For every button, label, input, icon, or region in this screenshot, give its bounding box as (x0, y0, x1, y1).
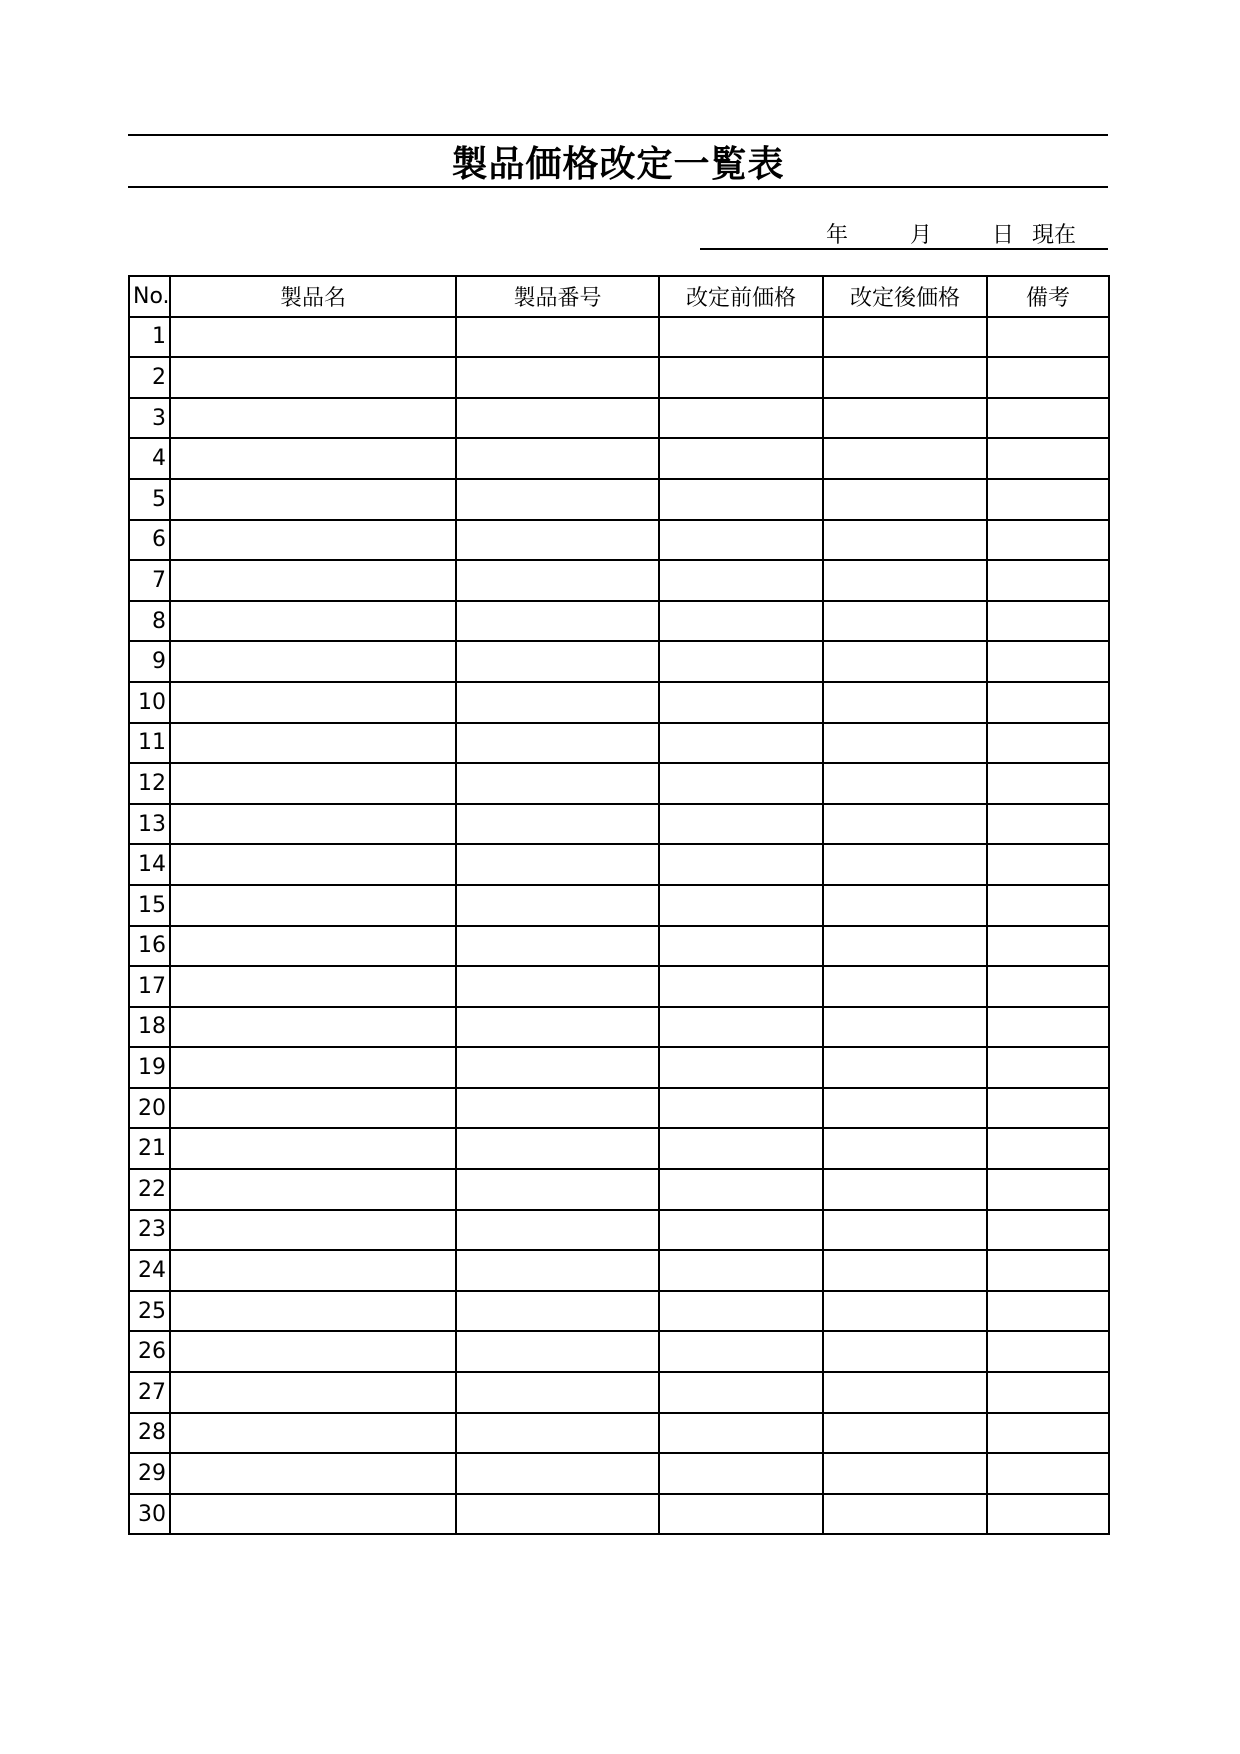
product-number-cell[interactable] (456, 317, 659, 358)
row-number: 30 (129, 1494, 170, 1535)
product-name-cell[interactable] (170, 1047, 456, 1088)
table-row (129, 1007, 1109, 1048)
price-after-cell[interactable] (823, 804, 987, 845)
row-number: 18 (129, 1007, 170, 1048)
day-label: 日 (992, 223, 1015, 248)
price-after-cell[interactable] (823, 763, 987, 804)
table-row (129, 804, 1109, 845)
price-after-cell[interactable] (823, 1007, 987, 1048)
remarks-cell[interactable] (987, 438, 1109, 479)
product-name-cell[interactable] (170, 1007, 456, 1048)
product-name-cell[interactable] (170, 1453, 456, 1494)
remarks-cell[interactable] (987, 1007, 1109, 1048)
row-number: 27 (129, 1372, 170, 1413)
table-row (129, 1291, 1109, 1332)
product-number-cell[interactable] (456, 1331, 659, 1372)
price-before-cell[interactable] (659, 1331, 823, 1372)
product-number-cell[interactable] (456, 560, 659, 601)
remarks-cell[interactable] (987, 601, 1109, 642)
product-name-cell[interactable] (170, 966, 456, 1007)
product-name-cell[interactable] (170, 682, 456, 723)
month-label: 月 (910, 223, 933, 248)
table-row (129, 601, 1109, 642)
price-before-cell[interactable] (659, 1494, 823, 1535)
price-before-cell[interactable] (659, 1250, 823, 1291)
as-of-label: 現在 (1032, 223, 1077, 248)
remarks-cell[interactable] (987, 1331, 1109, 1372)
table-row (129, 1331, 1109, 1372)
price-before-cell[interactable] (659, 1413, 823, 1454)
product-number-cell[interactable] (456, 1413, 659, 1454)
product-number-cell[interactable] (456, 357, 659, 398)
remarks-cell[interactable] (987, 357, 1109, 398)
year-label: 年 (826, 223, 849, 248)
price-after-cell[interactable] (823, 398, 987, 439)
price-after-cell[interactable] (823, 1453, 987, 1494)
remarks-cell[interactable] (987, 1494, 1109, 1535)
product-name-cell[interactable] (170, 1210, 456, 1251)
row-number: 14 (129, 844, 170, 885)
price-after-cell[interactable] (823, 1047, 987, 1088)
product-number-cell[interactable] (456, 723, 659, 764)
product-number-cell[interactable] (456, 1453, 659, 1494)
price-after-cell[interactable] (823, 1250, 987, 1291)
row-number: 29 (129, 1453, 170, 1494)
table-row (129, 1047, 1109, 1088)
price-after-cell[interactable] (823, 1169, 987, 1210)
row-number: 15 (129, 885, 170, 926)
price-before-cell[interactable] (659, 1088, 823, 1129)
row-number: 19 (129, 1047, 170, 1088)
remarks-cell[interactable] (987, 520, 1109, 561)
row-number: 9 (129, 641, 170, 682)
price-after-cell[interactable] (823, 1494, 987, 1535)
product-number-cell[interactable] (456, 641, 659, 682)
table-row (129, 1169, 1109, 1210)
price-after-cell[interactable] (823, 1331, 987, 1372)
title-block (128, 134, 1108, 188)
product-name-cell[interactable] (170, 641, 456, 682)
table-row (129, 641, 1109, 682)
price-after-cell[interactable] (823, 1413, 987, 1454)
table-row (129, 723, 1109, 764)
table-row (129, 885, 1109, 926)
product-name-cell[interactable] (170, 844, 456, 885)
row-number: 1 (129, 317, 170, 358)
price-after-cell[interactable] (823, 926, 987, 967)
date-as-of-line (700, 212, 1108, 250)
remarks-cell[interactable] (987, 1372, 1109, 1413)
product-number-cell[interactable] (456, 1169, 659, 1210)
remarks-cell[interactable] (987, 844, 1109, 885)
price-after-cell[interactable] (823, 1372, 987, 1413)
table-row (129, 520, 1109, 561)
price-after-cell[interactable] (823, 1210, 987, 1251)
remarks-cell[interactable] (987, 966, 1109, 1007)
product-name-cell[interactable] (170, 1331, 456, 1372)
row-number: 16 (129, 926, 170, 967)
row-number: 12 (129, 763, 170, 804)
row-number: 8 (129, 601, 170, 642)
product-name-cell[interactable] (170, 357, 456, 398)
price-before-cell[interactable] (659, 885, 823, 926)
table-header-row (129, 276, 1109, 317)
product-name-cell[interactable] (170, 601, 456, 642)
row-number: 20 (129, 1088, 170, 1129)
row-number: 13 (129, 804, 170, 845)
price-after-cell[interactable] (823, 844, 987, 885)
price-before-cell[interactable] (659, 601, 823, 642)
price-before-cell[interactable] (659, 1372, 823, 1413)
product-name-cell[interactable] (170, 885, 456, 926)
header-price-after: 改定後価格 (823, 276, 987, 317)
row-number: 5 (129, 479, 170, 520)
row-number: 21 (129, 1128, 170, 1169)
table-row (129, 398, 1109, 439)
remarks-cell[interactable] (987, 1250, 1109, 1291)
remarks-cell[interactable] (987, 885, 1109, 926)
remarks-cell[interactable] (987, 926, 1109, 967)
price-before-cell[interactable] (659, 357, 823, 398)
product-number-cell[interactable] (456, 804, 659, 845)
product-name-cell[interactable] (170, 479, 456, 520)
price-revision-table (128, 275, 1110, 1535)
table-row (129, 1413, 1109, 1454)
remarks-cell[interactable] (987, 1169, 1109, 1210)
price-after-cell[interactable] (823, 723, 987, 764)
product-name-cell[interactable] (170, 317, 456, 358)
price-before-cell[interactable] (659, 1047, 823, 1088)
price-before-cell[interactable] (659, 966, 823, 1007)
row-number: 4 (129, 438, 170, 479)
row-number: 6 (129, 520, 170, 561)
product-number-cell[interactable] (456, 885, 659, 926)
price-before-cell[interactable] (659, 926, 823, 967)
remarks-cell[interactable] (987, 317, 1109, 358)
price-before-cell[interactable] (659, 1007, 823, 1048)
product-number-cell[interactable] (456, 682, 659, 723)
price-before-cell[interactable] (659, 723, 823, 764)
table-row (129, 479, 1109, 520)
product-name-cell[interactable] (170, 1169, 456, 1210)
product-number-cell[interactable] (456, 1250, 659, 1291)
row-number: 11 (129, 723, 170, 764)
price-before-cell[interactable] (659, 1453, 823, 1494)
product-name-cell[interactable] (170, 1413, 456, 1454)
product-name-cell[interactable] (170, 926, 456, 967)
remarks-cell[interactable] (987, 398, 1109, 439)
product-name-cell[interactable] (170, 398, 456, 439)
table-row (129, 763, 1109, 804)
row-number: 26 (129, 1331, 170, 1372)
table-row (129, 844, 1109, 885)
product-name-cell[interactable] (170, 763, 456, 804)
remarks-cell[interactable] (987, 1088, 1109, 1129)
price-before-cell[interactable] (659, 844, 823, 885)
product-name-cell[interactable] (170, 438, 456, 479)
price-after-cell[interactable] (823, 682, 987, 723)
table-row (129, 1494, 1109, 1535)
price-after-cell[interactable] (823, 1291, 987, 1332)
remarks-cell[interactable] (987, 1210, 1109, 1251)
price-after-cell[interactable] (823, 357, 987, 398)
product-name-cell[interactable] (170, 1250, 456, 1291)
price-before-cell[interactable] (659, 520, 823, 561)
table-row (129, 1088, 1109, 1129)
product-number-cell[interactable] (456, 966, 659, 1007)
product-number-cell[interactable] (456, 844, 659, 885)
price-before-cell[interactable] (659, 1128, 823, 1169)
product-number-cell[interactable] (456, 479, 659, 520)
row-number: 7 (129, 560, 170, 601)
row-number: 10 (129, 682, 170, 723)
price-before-cell[interactable] (659, 479, 823, 520)
remarks-cell[interactable] (987, 804, 1109, 845)
price-after-cell[interactable] (823, 601, 987, 642)
product-number-cell[interactable] (456, 1291, 659, 1332)
table-row (129, 1210, 1109, 1251)
product-number-cell[interactable] (456, 438, 659, 479)
product-number-cell[interactable] (456, 926, 659, 967)
product-number-cell[interactable] (456, 763, 659, 804)
product-name-cell[interactable] (170, 804, 456, 845)
remarks-cell[interactable] (987, 763, 1109, 804)
price-before-cell[interactable] (659, 682, 823, 723)
price-before-cell[interactable] (659, 1210, 823, 1251)
remarks-cell[interactable] (987, 1291, 1109, 1332)
row-number: 22 (129, 1169, 170, 1210)
row-number: 25 (129, 1291, 170, 1332)
price-before-cell[interactable] (659, 1169, 823, 1210)
table-row (129, 926, 1109, 967)
table-row (129, 1250, 1109, 1291)
price-before-cell[interactable] (659, 317, 823, 358)
price-after-cell[interactable] (823, 641, 987, 682)
product-number-cell[interactable] (456, 1210, 659, 1251)
product-number-cell[interactable] (456, 398, 659, 439)
header-product-name: 製品名 (170, 276, 456, 317)
price-after-cell[interactable] (823, 317, 987, 358)
remarks-cell[interactable] (987, 1128, 1109, 1169)
product-number-cell[interactable] (456, 1494, 659, 1535)
product-name-cell[interactable] (170, 1291, 456, 1332)
header-remarks: 備考 (987, 276, 1109, 317)
document-title: 製品価格改定一覧表 (451, 143, 785, 185)
remarks-cell[interactable] (987, 1047, 1109, 1088)
row-number: 2 (129, 357, 170, 398)
price-after-cell[interactable] (823, 1088, 987, 1129)
remarks-cell[interactable] (987, 479, 1109, 520)
price-before-cell[interactable] (659, 438, 823, 479)
remarks-cell[interactable] (987, 1413, 1109, 1454)
table-row (129, 357, 1109, 398)
product-name-cell[interactable] (170, 1372, 456, 1413)
header-price-before: 改定前価格 (659, 276, 823, 317)
table-row (129, 438, 1109, 479)
table-row (129, 317, 1109, 358)
row-number: 28 (129, 1413, 170, 1454)
product-number-cell[interactable] (456, 520, 659, 561)
header-product-number: 製品番号 (456, 276, 659, 317)
price-after-cell[interactable] (823, 479, 987, 520)
product-name-cell[interactable] (170, 723, 456, 764)
product-number-cell[interactable] (456, 1372, 659, 1413)
price-before-cell[interactable] (659, 804, 823, 845)
product-name-cell[interactable] (170, 1494, 456, 1535)
remarks-cell[interactable] (987, 682, 1109, 723)
remarks-cell[interactable] (987, 641, 1109, 682)
product-number-cell[interactable] (456, 1088, 659, 1129)
product-name-cell[interactable] (170, 560, 456, 601)
product-name-cell[interactable] (170, 520, 456, 561)
product-number-cell[interactable] (456, 1128, 659, 1169)
table-row (129, 1453, 1109, 1494)
price-before-cell[interactable] (659, 641, 823, 682)
row-number: 17 (129, 966, 170, 1007)
price-after-cell[interactable] (823, 966, 987, 1007)
price-before-cell[interactable] (659, 1291, 823, 1332)
table-row (129, 1128, 1109, 1169)
product-number-cell[interactable] (456, 1047, 659, 1088)
remarks-cell[interactable] (987, 723, 1109, 764)
product-name-cell[interactable] (170, 1128, 456, 1169)
table-row (129, 682, 1109, 723)
price-before-cell[interactable] (659, 560, 823, 601)
remarks-cell[interactable] (987, 1453, 1109, 1494)
header-no: No. (129, 276, 170, 317)
product-number-cell[interactable] (456, 601, 659, 642)
price-after-cell[interactable] (823, 560, 987, 601)
row-number: 3 (129, 398, 170, 439)
product-name-cell[interactable] (170, 1088, 456, 1129)
table-body (129, 317, 1109, 1535)
row-number: 23 (129, 1210, 170, 1251)
row-number: 24 (129, 1250, 170, 1291)
table-row (129, 966, 1109, 1007)
price-before-cell[interactable] (659, 398, 823, 439)
table-row (129, 560, 1109, 601)
price-after-cell[interactable] (823, 520, 987, 561)
price-before-cell[interactable] (659, 763, 823, 804)
price-after-cell[interactable] (823, 885, 987, 926)
remarks-cell[interactable] (987, 560, 1109, 601)
price-after-cell[interactable] (823, 1128, 987, 1169)
product-number-cell[interactable] (456, 1007, 659, 1048)
price-after-cell[interactable] (823, 438, 987, 479)
table-row (129, 1372, 1109, 1413)
